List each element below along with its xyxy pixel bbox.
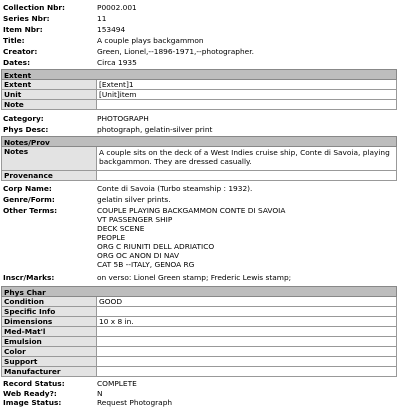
field-web-ready: [0, 389, 400, 398]
section-header-phys-char: Phys Char: [1, 286, 397, 297]
field-label: Dates:: [3, 58, 31, 67]
emulsion-row: [1, 337, 397, 347]
field-category: [0, 114, 400, 123]
unit-label: Unit: [2, 90, 97, 99]
field-label: Series Nbr:: [3, 14, 50, 23]
field-label: Record Status:: [3, 379, 65, 388]
field-label: Corp Name:: [3, 184, 52, 193]
other-term: VT PASSENGER SHIP: [97, 215, 173, 224]
notes-label: Notes: [2, 147, 97, 170]
field-label: Collection Nbr:: [3, 3, 66, 12]
field-value: photograph, gelatin-silver print: [97, 125, 213, 134]
support-label: Support: [2, 357, 97, 366]
color-label: Color: [2, 347, 97, 356]
field-value: PHOTOGRAPH: [97, 114, 149, 123]
extent-label: Extent: [2, 80, 97, 89]
field-label: Inscr/Marks:: [3, 273, 55, 282]
color-row: [1, 347, 397, 357]
other-term: ORG C RIUNITI DELL ADRIATICO: [97, 242, 215, 251]
provenance-row: [1, 171, 397, 181]
note-row: [1, 100, 397, 110]
notes-row: [1, 147, 397, 171]
field-value: A couple plays backgammon: [97, 36, 204, 45]
other-term: ORG OC ANON DI NAV: [97, 251, 180, 260]
other-term: PEOPLE: [97, 233, 126, 242]
note-label: Note: [2, 100, 97, 109]
section-header-extent: Extent: [1, 69, 397, 80]
field-inscr-marks: [0, 273, 400, 282]
unit-value: [Unit]item: [99, 90, 137, 99]
field-label: Category:: [3, 114, 44, 123]
dimensions-row: [1, 317, 397, 327]
field-corp-name: [0, 184, 400, 193]
field-label: Other Terms:: [3, 206, 58, 215]
field-label: Phys Desc:: [3, 125, 49, 134]
field-value: Conte di Savoia (Turbo steamship : 1932).: [97, 184, 253, 193]
dimensions-label: Dimensions: [2, 317, 97, 326]
field-value: gelatin silver prints.: [97, 195, 171, 204]
field-label: Creator:: [3, 47, 38, 56]
condition-row: [1, 297, 397, 307]
emulsion-label: Emulsion: [2, 337, 97, 346]
field-genre-form: [0, 195, 400, 204]
field-value: on verso: Lionel Green stamp; Frederic Lewis stamp;: [97, 273, 292, 282]
support-row: [1, 357, 397, 367]
field-label: Web Ready?:: [3, 389, 57, 398]
field-creator: [0, 47, 400, 56]
field-value: COMPLETE: [97, 379, 137, 388]
field-value: 153494: [97, 25, 126, 34]
field-dates: [0, 58, 400, 67]
field-record-status: [0, 379, 400, 388]
extent-row: [1, 80, 397, 90]
field-collection-nbr: [0, 3, 400, 12]
field-label: Item Nbr:: [3, 25, 43, 34]
field-value: Green, Lionel,--1896-1971,--photographer.: [97, 47, 254, 56]
field-label: Genre/Form:: [3, 195, 55, 204]
manufacturer-label: Manufacturer: [2, 367, 97, 376]
other-term: DECK SCENE: [97, 224, 145, 233]
section-header-notes-prov: Notes/Prov: [1, 136, 397, 147]
field-value: 11: [97, 14, 107, 23]
unit-row: [1, 90, 397, 100]
notes-value: A couple sits on the deck of a West Indies cruise ship, Conte di Savoia, playing backgammon. They are dressed casually.: [99, 148, 390, 166]
med-matl-label: Med-Mat'l: [2, 327, 97, 336]
field-label: Title:: [3, 36, 25, 45]
condition-value: GOOD: [99, 297, 123, 306]
field-value: P0002.001: [97, 3, 137, 12]
med-matl-row: [1, 327, 397, 337]
field-image-status: [0, 398, 400, 407]
field-label: Image Status:: [3, 398, 62, 407]
other-term: COUPLE PLAYING BACKGAMMON CONTE DI SAVOIA: [97, 206, 286, 215]
other-term: CAT 5B --ITALY, GENOA RG: [97, 260, 195, 269]
specific-info-label: Specific Info: [2, 307, 97, 316]
field-value: N: [97, 389, 103, 398]
field-title: [0, 36, 400, 45]
field-series-nbr: [0, 14, 400, 23]
manufacturer-row: [1, 367, 397, 377]
dimensions-value: 10 x 8 in.: [99, 317, 134, 326]
field-item-nbr: [0, 25, 400, 34]
other-terms-list: [97, 206, 285, 269]
field-value: Request Photograph: [97, 398, 173, 407]
provenance-label: Provenance: [2, 171, 97, 180]
extent-value: [Extent]1: [99, 80, 134, 89]
condition-label: Condition: [2, 297, 97, 306]
field-phys-desc: [0, 125, 400, 134]
specific-info-row: [1, 307, 397, 317]
field-value: Circa 1935: [97, 58, 137, 67]
